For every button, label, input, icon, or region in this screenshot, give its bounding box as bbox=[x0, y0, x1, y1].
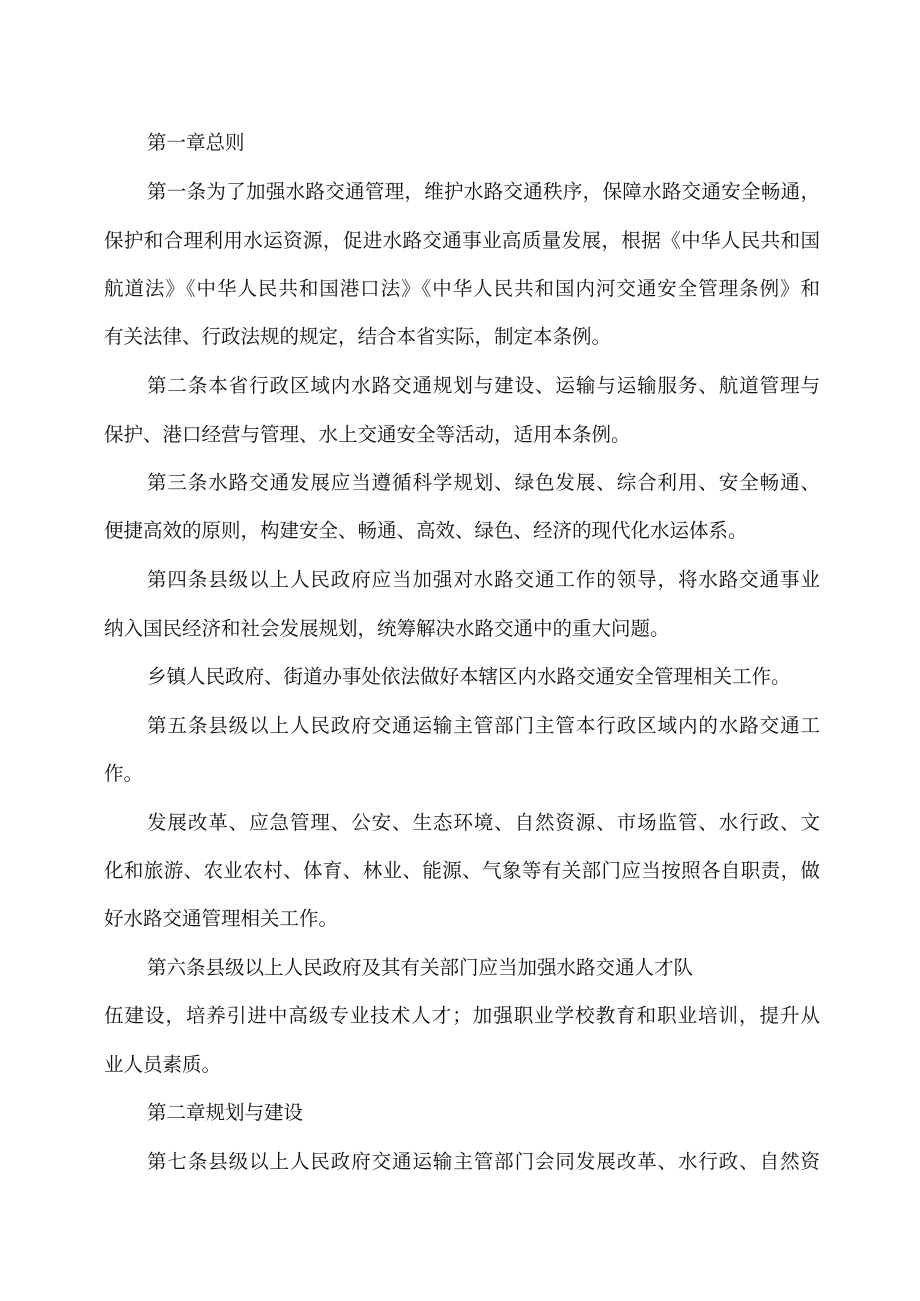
article-5-paragraph-2-line-1: 发展改革、应急管理、公安、生态环境、自然资源、市场监管、水行政、文 bbox=[147, 811, 820, 834]
article-2-line-2: 保护、港口经营与管理、水上交通安全等活动，适用本条例。 bbox=[104, 423, 631, 446]
article-6-line-1: 第六条县级以上人民政府及其有关部门应当加强水路交通人才队 bbox=[147, 956, 694, 979]
article-1-line-2: 保护和合理利用水运资源，促进水路交通事业高质量发展，根据《中华人民共和国 bbox=[104, 229, 820, 252]
article-4-line-2: 纳入国民经济和社会发展规划，统筹解决水路交通中的重大问题。 bbox=[104, 617, 670, 640]
article-4-line-1: 第四条县级以上人民政府应当加强对水路交通工作的领导，将水路交通事业 bbox=[147, 568, 820, 591]
article-3-line-1: 第三条水路交通发展应当遵循科学规划、绿色发展、综合利用、安全畅通、 bbox=[147, 471, 820, 494]
article-5-line-2: 作。 bbox=[104, 762, 144, 785]
article-1-line-3: 航道法》《中华人民共和国港口法》《中华人民共和国内河交通安全管理条例》和 bbox=[104, 277, 820, 300]
article-6-line-3: 业人员素质。 bbox=[104, 1053, 222, 1076]
article-7-line-1: 第七条县级以上人民政府交通运输主管部门会同发展改革、水行政、自然资 bbox=[147, 1150, 820, 1173]
article-3-line-2: 便捷高效的原则，构建安全、畅通、高效、绿色、经济的现代化水运体系。 bbox=[104, 519, 748, 542]
chapter-heading: 第一章总则 bbox=[147, 131, 245, 154]
article-6-line-2: 伍建设，培养引进中高级专业技术人才；加强职业学校教育和职业培训，提升从 bbox=[104, 1004, 820, 1027]
article-1-line-1: 第一条为了加强水路交通管理，维护水路交通秩序，保障水路交通安全畅通， bbox=[147, 180, 820, 203]
article-5-paragraph-2-line-3: 好水路交通管理相关工作。 bbox=[104, 907, 339, 930]
article-2-line-1: 第二条本省行政区域内水路交通规划与建设、运输与运输服务、航道管理与 bbox=[147, 374, 820, 397]
article-5-paragraph-2-line-2: 化和旅游、农业农村、体育、林业、能源、气象等有关部门应当按照各自职责，做 bbox=[104, 859, 820, 882]
chapter-2-heading: 第二章规划与建设 bbox=[147, 1101, 304, 1124]
article-1-line-4: 有关法律、行政法规的规定，结合本省实际，制定本条例。 bbox=[104, 325, 612, 348]
article-5-line-1: 第五条县级以上人民政府交通运输主管部门主管本行政区域内的水路交通工 bbox=[147, 714, 820, 737]
article-4-paragraph-2: 乡镇人民政府、街道办事处依法做好本辖区内水路交通安全管理相关工作。 bbox=[147, 665, 791, 688]
